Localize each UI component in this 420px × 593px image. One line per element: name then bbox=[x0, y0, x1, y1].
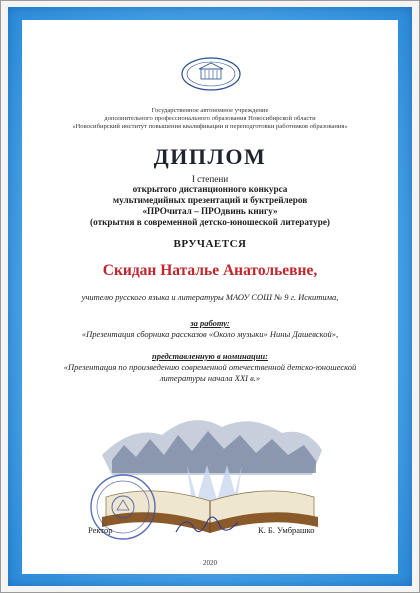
handwritten-signature bbox=[172, 510, 242, 540]
recipient-name: Скидан Наталье Анатольевне, bbox=[102, 262, 318, 279]
work-label: за работу: bbox=[190, 318, 230, 328]
diploma-title: ДИПЛОМ bbox=[153, 144, 267, 169]
contest-line-3: «ПРОчитал – ПРОдвинь книгу» bbox=[142, 206, 278, 216]
nomination-line-2: литературы начала XXI в.» bbox=[159, 373, 261, 383]
diploma-sheet bbox=[22, 20, 398, 574]
awarded-heading: ВРУЧАЕТСЯ bbox=[173, 238, 247, 250]
nomination-label: представленную в номинации: bbox=[152, 351, 268, 361]
institution-line-2: дополнительного профессионального образования Новосибирской области bbox=[104, 115, 316, 122]
institution-line-1: Государственное автономное учреждение bbox=[151, 107, 269, 114]
nomination-line-1: «Презентация по произведению современной отечественной детско-юношеской bbox=[63, 362, 357, 372]
recipient-position: учителю русского языка и литературы МАОУ СОШ № 9 г. Искитима, bbox=[81, 292, 339, 302]
signatory-role: Ректор bbox=[88, 525, 113, 535]
issue-year: 2020 bbox=[203, 559, 217, 567]
signatory-name: К. Б. Умбрашко bbox=[258, 525, 315, 535]
contest-line-1: открытого дистанционного конкурса bbox=[132, 184, 288, 194]
work-title: «Презентация сборника рассказов «Около музыки» Нины Дашевской», bbox=[81, 329, 339, 339]
institution-line-3: «Новосибирский институт повышения квалификации и переподготовки работников образования» bbox=[72, 123, 348, 130]
contest-line-4: (открытия в современной детско-юношеской литературе) bbox=[90, 217, 330, 227]
degree-text: I степени bbox=[191, 174, 229, 184]
contest-line-2: мультимедийных презентаций и буктрейлеров bbox=[112, 195, 308, 205]
institute-emblem-icon bbox=[180, 56, 242, 92]
